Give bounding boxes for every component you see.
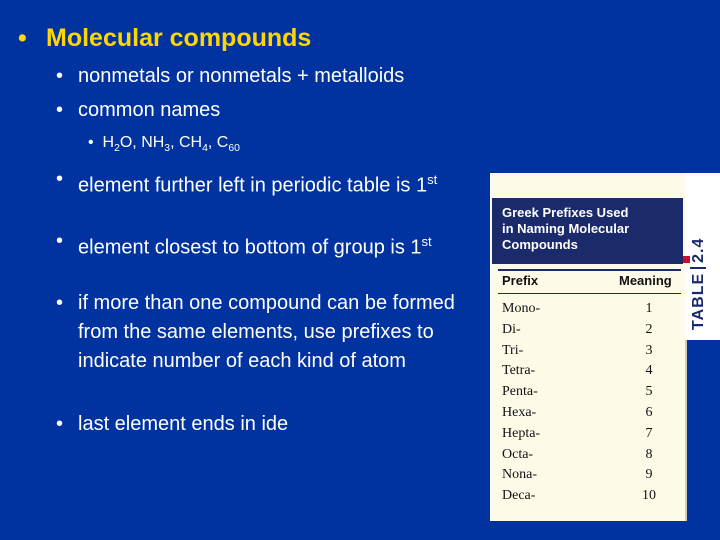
table-row [490,447,685,468]
meaning-cell: 10 [642,488,656,504]
bullet-dot: • [56,292,64,314]
table-row [490,343,685,364]
prefix-cell: Penta- [502,384,538,400]
table-row [490,467,685,488]
title-text: Molecular compounds [46,24,312,52]
prefix-cell: Hexa- [502,404,537,420]
greek-prefix-table [490,173,685,521]
table-row [490,384,685,405]
table-row [490,426,685,447]
table-row [490,405,685,426]
prefix-cell: Hepta- [502,425,541,441]
rule-text: if more than one compound can be formed from the same elements, use prefixes to indicate number of each kind of atom [78,292,455,372]
prefix-cell: Octa- [502,446,534,462]
bullet-dot: • [56,230,64,252]
bullet-dot: • [56,65,64,87]
col-header-meaning: Meaning [619,273,672,288]
meaning-cell: 7 [645,425,653,441]
rule-text: last element ends in ide [78,413,289,435]
table-number-label: TABLE2.4 [690,237,707,330]
formula-h2o: $H_2O$, [102,134,137,155]
meaning-cell: 3 [645,342,653,358]
rule-prefixes [56,289,476,376]
rule-further-left [56,165,466,201]
prefix-cell: Tri- [502,342,524,358]
prefix-cell: Nona- [502,467,537,483]
rule-text: element further left in periodic table is 1 [78,174,428,197]
rule-text: element closest to bottom of group is 1 [78,236,422,259]
prefix-cell: Mono- [502,301,541,316]
sub-bullet-dot: • [88,134,94,151]
formula-line [88,134,240,154]
table-row [490,322,685,343]
formula-nh3: $NH_3$, [141,134,175,155]
prefix-cell: Tetra- [502,363,536,379]
bullet-dot: • [56,413,64,435]
bullet-dot: • [56,168,64,190]
table-rule-top [498,269,681,271]
bullet-text: nonmetals or nonmetals + metalloids [78,65,405,87]
table-rule-header [498,293,681,294]
bullet-dot: • [56,99,64,121]
meaning-cell: 5 [645,384,653,400]
table-body [490,301,685,509]
table-row [490,488,685,509]
meaning-cell: 4 [645,363,653,379]
table-marker [683,256,690,263]
bullet-text: common names [78,99,221,121]
meaning-cell: 1 [645,301,653,316]
rule-closest-bottom [56,227,476,263]
meaning-cell: 8 [645,446,653,462]
title-bullet: • [18,24,27,52]
table-row [490,301,685,322]
table-heading: Greek Prefixes Used in Naming Molecular Compounds [492,198,683,264]
prefix-cell: Di- [502,321,521,337]
rule-sup: st [427,172,438,187]
rule-ide [56,410,476,439]
table-row [490,363,685,384]
formula-ch4: $CH_4$, [178,134,213,155]
col-header-prefix: Prefix [502,273,539,288]
meaning-cell: 2 [645,321,653,337]
meaning-cell: 6 [645,404,653,420]
prefix-cell: Deca- [502,488,536,504]
slide-title [18,24,311,53]
rule-sup: st [421,234,432,249]
meaning-cell: 9 [645,467,653,483]
formula-c60: $C_{60}$ [216,134,240,155]
